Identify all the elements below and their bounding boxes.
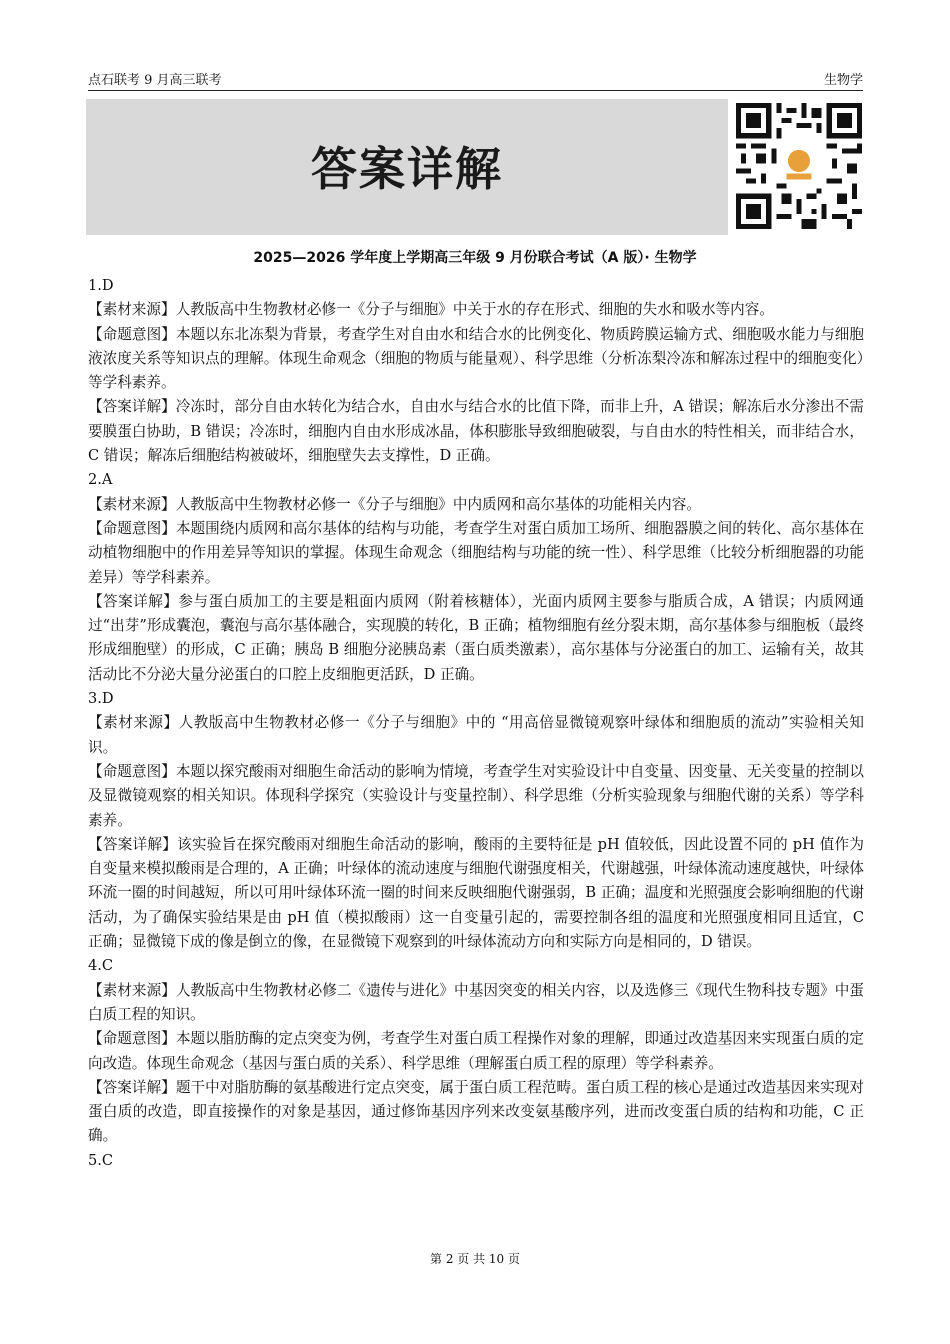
question-intent: 【命题意图】本题以探究酸雨对细胞生命活动的影响为情境，考查学生对实验设计中自变量、因变量、无关变量的控制以及显微镜观察的相关知识。体现科学探究（实验设计与变量控制）、科学思维（分析实验现象与细胞代谢的关系）等学科素养。 xyxy=(88,762,864,829)
answer-content xyxy=(88,274,864,1173)
question-intent: 【命题意图】本题围绕内质网和高尔基体的结构与功能，考查学生对蛋白质加工场所、细胞器膜之间的转化、高尔基体在动植物细胞中的作用差异等知识的掌握。体现生命观念（细胞结构与功能的统一性）、科学思维（比较分析细胞器的功能差异）等学科素养。 xyxy=(88,519,864,586)
question-number: 3.D xyxy=(88,690,114,708)
exam-name: 点石联考 9 月高三联考 xyxy=(88,73,222,88)
material-source: 【素材来源】人教版高中生物教材必修一《分子与细胞》中内质网和高尔基体的功能相关内容。 xyxy=(88,495,701,513)
question-block xyxy=(88,954,864,1148)
answer-explanation: 【答案详解】冷冻时，部分自由水转化为结合水，自由水与结合水的比值下降，而非上升，A 错误；解冻后水分渗出不需要膜蛋白协助，B 错误；冷冻时，细胞内自由水形成冰晶，体积膨胀导致细胞破裂，与自由水的特性相关，而非结合水，C 错误；解冻后细胞结构被破坏，细胞壁失去支撑性，D 正确。 xyxy=(88,398,864,465)
question-block xyxy=(88,687,864,954)
question-intent: 【命题意图】本题以脂肪酶的定点突变为例，考查学生对蛋白质工程操作对象的理解，即通过改造基因来实现蛋白质的定向改造。体现生命观念（基因与蛋白质的关系）、科学思维（理解蛋白质工程的原理）等学科素养。 xyxy=(88,1030,864,1072)
page-footer: 第 2 页 共 10 页 xyxy=(430,1252,520,1266)
banner-title: 答案详解 xyxy=(311,142,503,196)
question-intent: 【命题意图】本题以东北冻梨为背景，考查学生对自由水和结合水的比例变化、物质跨膜运输方式、细胞吸水能力与细胞液浓度关系等知识点的理解。体现生命观念（细胞的物质与能量观）、科学思维（分析冻梨冷冻和解冻过程中的细胞变化）等学科素养。 xyxy=(88,325,864,392)
question-block xyxy=(88,274,864,468)
answer-explanation: 【答案详解】该实验旨在探究酸雨对细胞生命活动的影响，酸雨的主要特征是 pH 值较低，因此设置不同的 pH 值作为自变量来模拟酸雨是合理的，A 正确；叶绿体的流动速度与细胞代谢强度相关，代谢越强，叶绿体流动速度越快，叶绿体环流一圈的时间越短，所以可用叶绿体环流一圈的时间来反映细胞代谢强弱，B 正确；温度和光照强度会影响细胞的代谢活动，为了确保实验结果是由 pH 值（模拟酸雨）这一自变量引起的，需要控制各组的温度和光照强度相同且适宜，C 正确；显微镜下成的像是倒立的像，在显微镜下观察到的叶绿体流动方向和实际方向是相同的，D 错误。 xyxy=(88,835,864,951)
material-source: 【素材来源】人教版高中生物教材必修二《遗传与进化》中基因突变的相关内容，以及选修三《现代生物科技专题》中蛋白质工程的知识。 xyxy=(88,981,864,1023)
title-banner xyxy=(86,99,728,235)
material-source: 【素材来源】人教版高中生物教材必修一《分子与细胞》中关于水的存在形式、细胞的失水和吸水等内容。 xyxy=(88,301,774,319)
question-number: 4.C xyxy=(88,957,114,975)
question-number: 5.C xyxy=(88,1151,114,1169)
page-header xyxy=(88,66,863,91)
question-number: 1.D xyxy=(88,277,114,294)
answer-explanation: 【答案详解】参与蛋白质加工的主要是粗面内质网（附着核糖体），光面内质网主要参与脂质合成，A 错误；内质网通过“出芽”形成囊泡，囊泡与高尔基体融合，实现膜的转化，B 正确；植物细胞有丝分裂末期，高尔基体参与细胞板（最终形成细胞壁）的形成，C 正确；胰岛 B 细胞分泌胰岛素（蛋白质类激素），高尔基体与分泌蛋白的加工、运输有关，故其活动比不分泌大量分泌蛋白的口腔上皮细胞更活跃，D 正确。 xyxy=(88,592,864,683)
subject-name: 生物学 xyxy=(823,73,863,88)
qr-code-icon xyxy=(736,103,862,229)
question-block xyxy=(88,468,864,687)
answer-explanation: 【答案详解】题干中对脂肪酶的氨基酸进行定点突变，属于蛋白质工程范畴。蛋白质工程的核心是通过改造基因来实现对蛋白质的改造，即直接操作的对象是基因，通过修饰基因序列来改变氨基酸序列，进而改变蛋白质的结构和功能，C 正确。 xyxy=(88,1078,864,1145)
material-source: 【素材来源】人教版高中生物教材必修一《分子与细胞》中的 “用高倍显微镜观察叶绿体和细胞质的流动”实验相关知识。 xyxy=(88,714,864,756)
exam-subtitle: 2025—2026 学年度上学期高三年级 9 月份联合考试（A 版）· 生物学 xyxy=(253,250,697,266)
question-number: 2.A xyxy=(88,471,113,489)
